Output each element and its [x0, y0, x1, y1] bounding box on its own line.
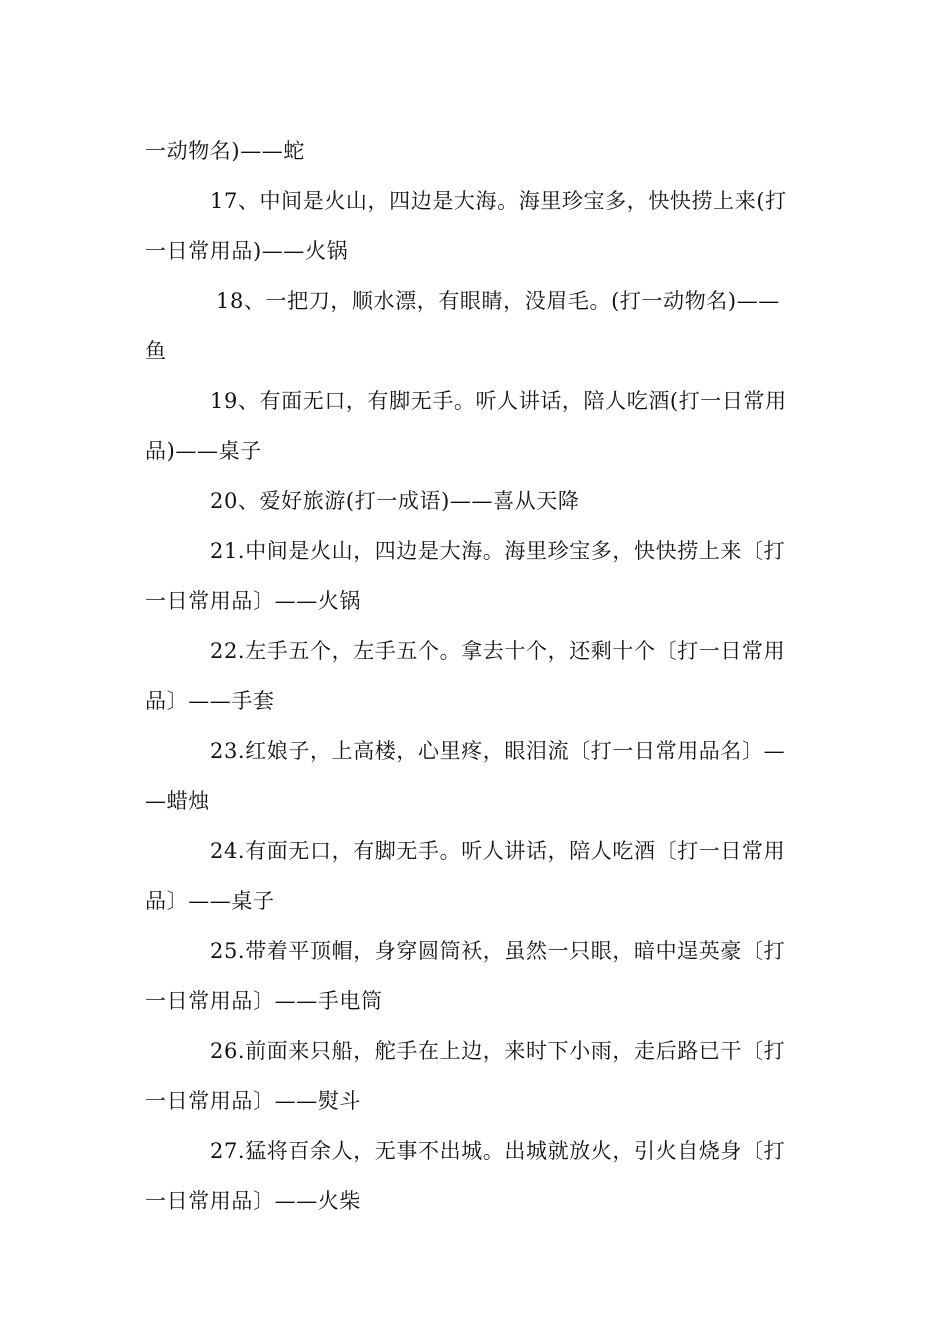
- riddle-25-line-2: 一日常用品〕——手电筒: [145, 989, 383, 1013]
- riddle-22-line-1: 22.左手五个，左手五个。拿去十个，还剩十个〔打一日常用: [210, 639, 786, 663]
- riddle-21-line-1: 21.中间是火山，四边是大海。海里珍宝多，快快捞上来〔打: [210, 539, 786, 563]
- text-line: 一动物名)——蛇: [145, 139, 305, 163]
- riddle-26-line-1: 26.前面来只船，舵手在上边，来时下小雨，走后路已干〔打: [210, 1039, 786, 1063]
- riddle-19-line-1: 19、有面无口，有脚无手。听人讲话，陪人吃酒(打一日常用: [210, 389, 787, 413]
- riddle-18-line-1: 18、一把刀，顺水漂，有眼睛，没眉毛。(打一动物名)——: [216, 289, 780, 313]
- riddle-21-line-2: 一日常用品〕——火锅: [145, 589, 361, 613]
- riddle-23-line-2: —蜡烛: [145, 789, 210, 813]
- riddle-26-line-2: 一日常用品〕——熨斗: [145, 1089, 361, 1113]
- riddle-18-line-2: 鱼: [145, 339, 167, 363]
- riddle-23-line-1: 23.红娘子，上高楼，心里疼，眼泪流〔打一日常用品名〕—: [210, 739, 786, 763]
- riddle-22-line-2: 品〕——手套: [145, 689, 275, 713]
- riddle-24-line-2: 品〕——桌子: [145, 889, 275, 913]
- riddle-19-line-2: 品)——桌子: [145, 439, 262, 463]
- riddle-17-line-2: 一日常用品)——火锅: [145, 239, 349, 263]
- riddle-25-line-1: 25.带着平顶帽，身穿圆筒袄，虽然一只眼，暗中逞英豪〔打: [210, 939, 786, 963]
- riddle-24-line-1: 24.有面无口，有脚无手。听人讲话，陪人吃酒〔打一日常用: [210, 839, 786, 863]
- riddle-27-line-1: 27.猛将百余人，无事不出城。出城就放火，引火自烧身〔打: [210, 1139, 786, 1163]
- riddle-27-line-2: 一日常用品〕——火柴: [145, 1189, 361, 1213]
- riddle-17-line-1: 17、中间是火山，四边是大海。海里珍宝多，快快捞上来(打: [210, 189, 787, 213]
- riddle-20-line-1: 20、爱好旅游(打一成语)——喜从天降: [210, 489, 580, 513]
